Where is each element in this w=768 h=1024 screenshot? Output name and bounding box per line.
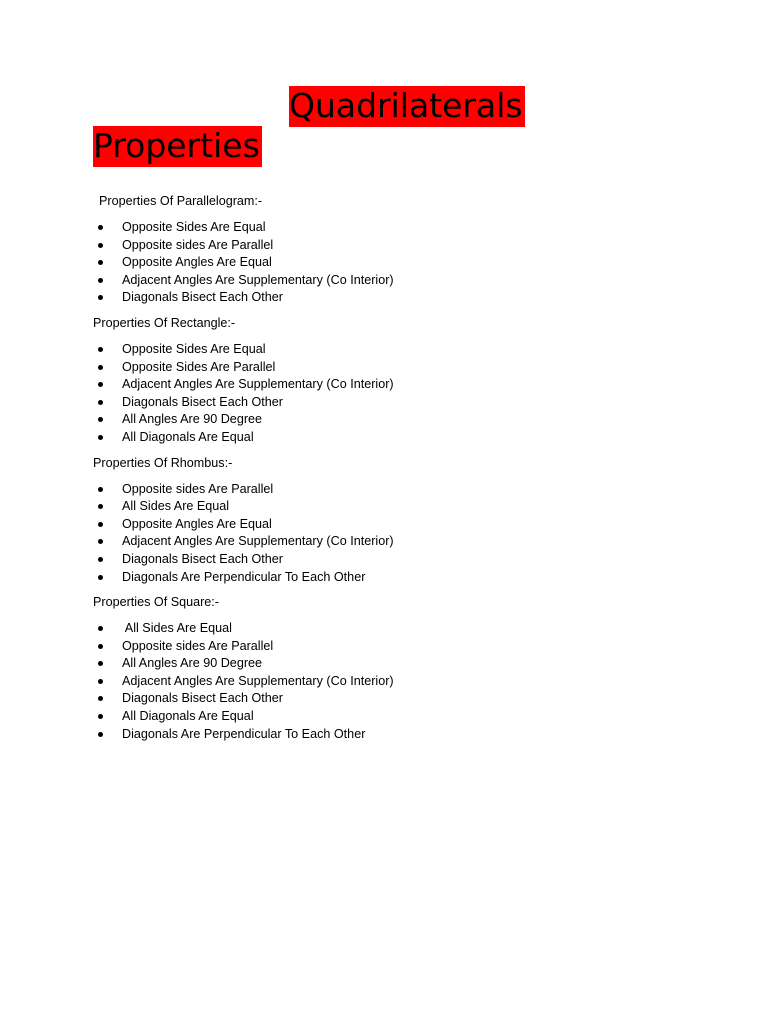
list-item-text: Adjacent Angles Are Supplementary (Co Interior) [122, 534, 394, 549]
section-heading-parallelogram: Properties Of Parallelogram:- [99, 194, 263, 208]
list-item [93, 569, 733, 587]
list-item [93, 289, 733, 307]
list-item-text: All Angles Are 90 Degree [122, 656, 263, 671]
title-line-2: Properties [93, 126, 260, 165]
list-item [93, 690, 733, 708]
bullet-list-rhombus [93, 481, 733, 587]
bullet-icon [98, 696, 103, 701]
list-item [93, 726, 733, 744]
list-item-text: Adjacent Angles Are Supplementary (Co Interior) [122, 673, 394, 688]
bullet-icon [98, 714, 103, 719]
document-title [93, 86, 573, 166]
bullet-icon [98, 626, 103, 631]
list-item [93, 429, 733, 447]
list-item [93, 498, 733, 516]
list-item-text: All Diagonals Are Equal [122, 709, 254, 724]
list-item [93, 237, 733, 255]
document-body [93, 192, 733, 743]
list-item-text: Opposite Angles Are Equal [122, 516, 272, 531]
list-item-text: Diagonals Bisect Each Other [122, 290, 284, 305]
list-item-text: All Diagonals Are Equal [122, 429, 254, 444]
list-item [93, 254, 733, 272]
list-item [93, 411, 733, 429]
list-item [93, 394, 733, 412]
bullet-icon [98, 243, 103, 248]
bullet-icon [98, 417, 103, 422]
section-heading-rectangle: Properties Of Rectangle:- [93, 315, 236, 330]
list-item-text: Opposite sides Are Parallel [122, 481, 274, 496]
list-item [93, 341, 733, 359]
bullet-icon [98, 522, 103, 527]
list-item-text: Opposite sides Are Parallel [122, 237, 274, 252]
list-item [93, 219, 733, 237]
bullet-icon [98, 504, 103, 509]
list-item [93, 638, 733, 656]
bullet-icon [98, 278, 103, 283]
list-item [93, 708, 733, 726]
list-item [93, 620, 733, 638]
bullet-icon [98, 347, 103, 352]
list-item [93, 533, 733, 551]
list-item [93, 481, 733, 499]
list-item-text: Opposite Angles Are Equal [122, 255, 272, 270]
bullet-list-square [93, 620, 733, 743]
bullet-icon [98, 435, 103, 440]
bullet-icon [98, 557, 103, 562]
list-item-text: Diagonals Bisect Each Other [122, 691, 284, 706]
list-item [93, 655, 733, 673]
list-item-text: Adjacent Angles Are Supplementary (Co Interior) [122, 272, 394, 287]
bullet-list-rectangle [93, 341, 733, 447]
list-item-text: Diagonals Are Perpendicular To Each Other [122, 726, 366, 741]
list-item-text: Opposite Sides Are Parallel [122, 359, 276, 374]
bullet-list-parallelogram [93, 219, 733, 307]
bullet-icon [98, 732, 103, 737]
list-item-text: All Angles Are 90 Degree [122, 412, 263, 427]
list-item-text: Adjacent Angles Are Supplementary (Co Interior) [122, 377, 394, 392]
bullet-icon [98, 365, 103, 370]
bullet-icon [98, 260, 103, 265]
list-item-text: All Sides Are Equal [122, 499, 230, 514]
bullet-icon [98, 400, 103, 405]
list-item [93, 272, 733, 290]
section-heading-rhombus: Properties Of Rhombus:- [93, 455, 233, 470]
list-item-text: Opposite sides Are Parallel [122, 638, 274, 653]
list-item [93, 551, 733, 569]
bullet-icon [98, 661, 103, 666]
list-item [93, 516, 733, 534]
list-item-text: All Sides Are Equal [122, 621, 232, 636]
bullet-icon [98, 575, 103, 580]
bullet-icon [98, 295, 103, 300]
bullet-icon [98, 225, 103, 230]
list-item-text: Opposite Sides Are Equal [122, 220, 266, 234]
list-item [93, 673, 733, 691]
list-item-text: Diagonals Bisect Each Other [122, 394, 284, 409]
bullet-icon [98, 644, 103, 649]
title-line-1: Quadrilaterals [289, 86, 523, 125]
bullet-icon [98, 487, 103, 492]
bullet-icon [98, 539, 103, 544]
bullet-icon [98, 382, 103, 387]
list-item-text: Diagonals Bisect Each Other [122, 551, 284, 566]
section-heading-square: Properties Of Square:- [93, 595, 219, 610]
bullet-icon [98, 679, 103, 684]
list-item [93, 376, 733, 394]
list-item-text: Diagonals Are Perpendicular To Each Other [122, 569, 366, 584]
list-item [93, 359, 733, 377]
list-item-text: Opposite Sides Are Equal [122, 341, 266, 356]
